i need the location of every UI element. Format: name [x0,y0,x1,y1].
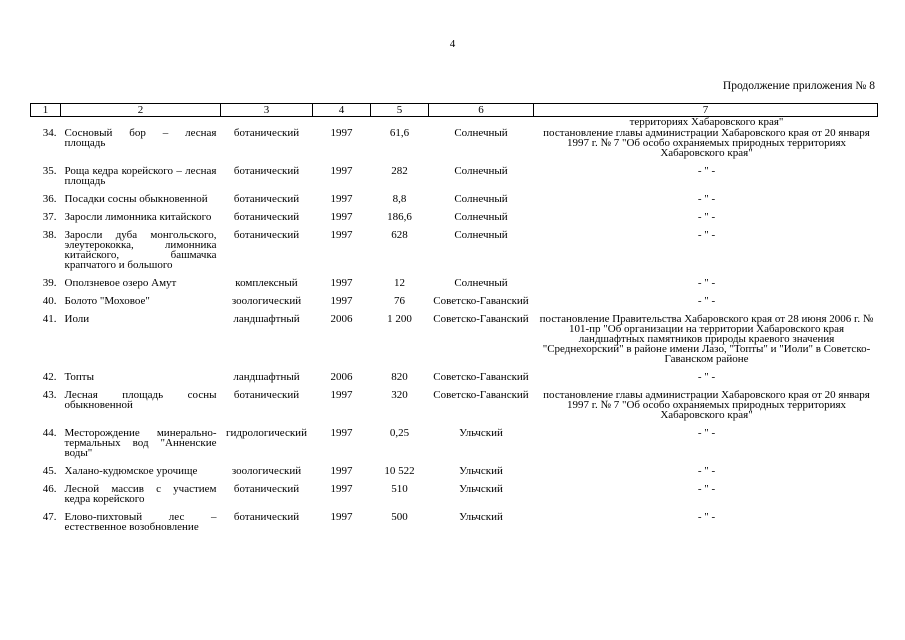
table-row [31,466,878,484]
site-name: Топты [64,371,94,383]
row-number: 45. [42,465,57,477]
table-row [31,194,878,212]
site-profile: ботанический [233,127,300,139]
site-name: Оползневое озеро Амут [64,277,177,289]
year-established: 1997 [330,295,353,307]
row-number: 34. [42,127,57,139]
district-name: Ульчский [459,511,503,523]
site-name: Лесная площадь сосны обыкновенной [64,389,217,411]
row-number: 37. [42,211,57,223]
year-established: 1997 [330,465,353,477]
row-number: 40. [42,295,57,307]
row-number: 35. [42,165,57,177]
legal-document: - " - [697,295,716,307]
header-col-6: 6 [429,104,534,117]
year-established: 1997 [330,389,353,401]
site-profile: ботанический [233,193,300,205]
table-row [31,484,878,512]
district-name: Советско-Гаванский [433,295,529,307]
year-established: 2006 [330,313,353,325]
row-number: 41. [42,313,57,325]
site-name: Халано-кудюмское урочище [64,465,198,477]
area-hectares: 8,8 [392,193,407,205]
site-name: Сосновый бор – лесная площадь [64,127,217,149]
district-name: Солнечный [454,127,508,139]
table-row [31,166,878,194]
table-row [31,212,878,230]
site-profile: зоологический [231,295,302,307]
legal-document: - " - [697,427,716,439]
area-hectares: 500 [391,511,408,523]
row-number: 44. [42,427,57,439]
page-number: 4 [449,38,456,50]
legal-document: - " - [697,511,716,523]
legal-document: - " - [697,193,716,205]
legal-document: постановление главы администрации Хабаровского края от 20 января 1997 г. № 7 "Об особо охраняемых природных территориях Хабаровского края" [543,127,870,159]
area-hectares: 510 [391,483,408,495]
district-name: Советско-Гаванский [433,313,529,325]
carryover-text: территориях Хабаровского края" [629,116,784,128]
table-row [31,372,878,390]
legal-document: постановление Правительства Хабаровского края от 28 июня 2006 г. № 101-пр "Об организации на территории Хабаровского края ландшафтных памятников природы краевого значения "Среднехорский" в районе имени Лазо, "Топты" и "Иоли" в Советско-Гаванском районе [539,313,874,365]
table-row [31,278,878,296]
row-number: 47. [42,511,57,523]
table-row [31,512,878,540]
area-hectares: 1 200 [387,313,412,325]
table-row [31,390,878,428]
year-established: 1997 [330,229,353,241]
area-hectares: 186,6 [387,211,412,223]
site-name: Роща кедра корейского – лесная площадь [64,165,217,187]
header-col-3: 3 [221,104,313,117]
site-profile: ботанический [233,165,300,177]
row-number: 39. [42,277,57,289]
area-hectares: 12 [394,277,405,289]
site-name: Месторождение минерально-термальных вод "Анненские воды" [64,427,217,459]
site-name: Иоли [64,313,90,325]
area-hectares: 282 [391,165,408,177]
row-number: 46. [42,483,57,495]
table-row [31,230,878,278]
district-name: Советско-Гаванский [433,389,529,401]
area-hectares: 320 [391,389,408,401]
site-name: Лесной массив с участием кедра корейского [64,483,217,505]
year-established: 1997 [330,211,353,223]
site-name: Заросли дуба монгольского, элеутерококка, лимонника китайского, башмачка крапчатого и большого [64,229,217,271]
district-name: Солнечный [454,211,508,223]
area-hectares: 628 [391,229,408,241]
site-profile: ландшафтный [233,313,300,325]
district-name: Солнечный [454,193,508,205]
site-profile: ботанический [233,229,300,241]
row-number: 43. [42,389,57,401]
year-established: 1997 [330,427,353,439]
legal-document: - " - [697,371,716,383]
site-profile: ботанический [233,211,300,223]
legal-document: - " - [697,165,716,177]
site-profile: гидрологический [226,427,307,439]
header-col-1: 1 [31,104,61,117]
year-established: 1997 [330,483,353,495]
area-hectares: 10 522 [384,465,415,477]
year-established: 2006 [330,371,353,383]
site-profile: ботанический [233,511,300,523]
header-col-5: 5 [371,104,429,117]
site-profile: зоологический [231,465,302,477]
site-name: Заросли лимонника китайского [64,211,212,223]
district-name: Ульчский [459,465,503,477]
site-name: Елово-пихтовый лес – естественное возобновление [64,511,217,533]
area-hectares: 76 [394,295,405,307]
legal-document: - " - [697,483,716,495]
legal-document: - " - [697,277,716,289]
site-profile: ботанический [233,389,300,401]
year-established: 1997 [330,277,353,289]
site-profile: комплексный [235,277,298,289]
header-col-4: 4 [313,104,371,117]
row-number: 42. [42,371,57,383]
row-number: 38. [42,229,57,241]
area-hectares: 61,6 [389,127,410,139]
district-name: Солнечный [454,277,508,289]
year-established: 1997 [330,193,353,205]
area-hectares: 0,25 [389,427,410,439]
table-row [31,314,878,372]
header-col-2: 2 [61,104,221,117]
district-name: Ульчский [459,483,503,495]
year-established: 1997 [330,127,353,139]
legal-document: - " - [697,211,716,223]
continuation-caption: Продолжение приложения № 8 [722,80,875,92]
district-name: Советско-Гаванский [433,371,529,383]
legal-document: - " - [697,465,716,477]
district-name: Солнечный [454,165,508,177]
table-row [31,296,878,314]
table-row [31,128,878,166]
site-name: Посадки сосны обыкновенной [64,193,208,205]
district-name: Солнечный [454,229,508,241]
site-name: Болото "Моховое" [64,295,150,307]
table-row [31,428,878,466]
header-col-7: 7 [534,104,878,117]
year-established: 1997 [330,165,353,177]
legal-document: - " - [697,229,716,241]
year-established: 1997 [330,511,353,523]
reserves-table [30,103,878,540]
header-row [31,104,878,117]
row-number: 36. [42,193,57,205]
site-profile: ландшафтный [233,371,300,383]
area-hectares: 820 [391,371,408,383]
site-profile: ботанический [233,483,300,495]
district-name: Ульчский [459,427,503,439]
legal-document: постановление главы администрации Хабаровского края от 20 января 1997 г. № 7 "Об особо охраняемых природных территориях Хабаровского края" [543,389,870,421]
